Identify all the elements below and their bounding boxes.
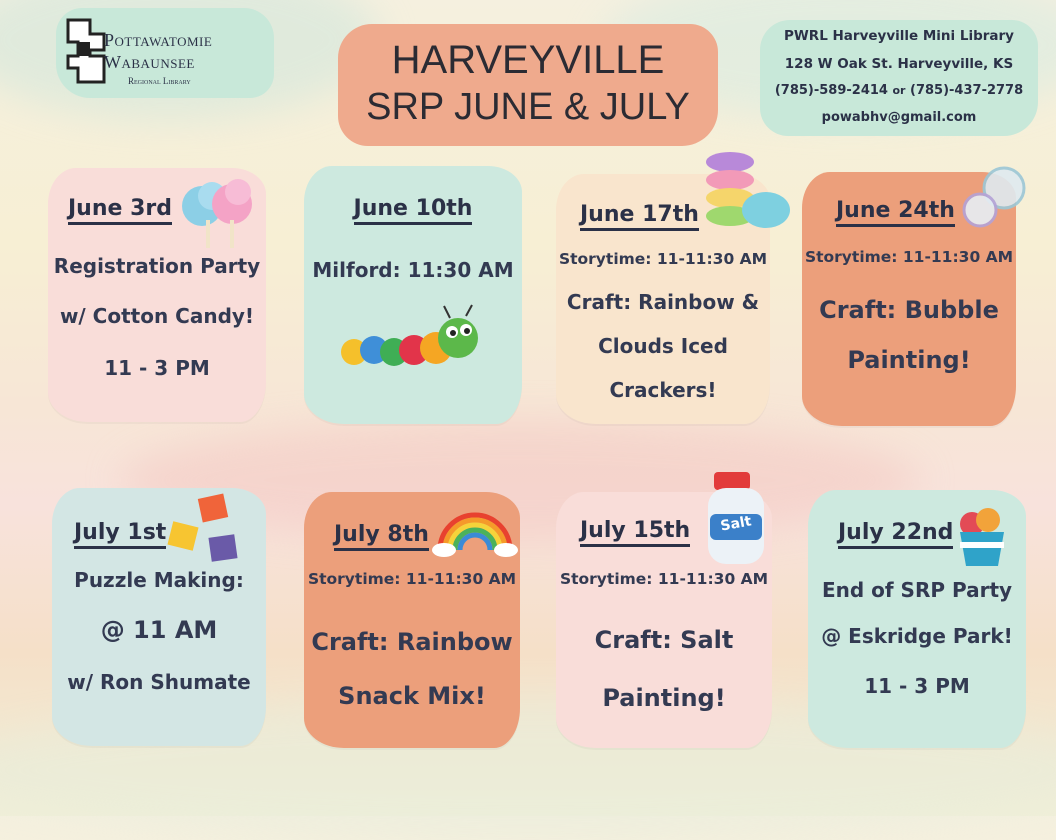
event-line: w/ Ron Shumate [67, 670, 251, 694]
contact-card [760, 20, 1038, 136]
shaved-ice-icon [954, 506, 1010, 570]
event-line: w/ Cotton Candy! [59, 304, 255, 328]
event-date: June 17th [580, 202, 699, 231]
macarons-icon [704, 148, 794, 244]
event-line: Clouds Iced [598, 334, 728, 358]
event-date: July 8th [334, 522, 429, 551]
event-line: Snack Mix! [338, 682, 486, 710]
event-line: Storytime: 11-11:30 AM [307, 570, 517, 588]
event-line: Storytime: 11-11:30 AM [804, 248, 1014, 266]
event-card-july-1 [52, 488, 266, 746]
event-card-june-3 [48, 168, 266, 422]
event-line: End of SRP Party [821, 578, 1013, 602]
event-card-july-22 [808, 490, 1026, 748]
event-line: Storytime: 11-11:30 AM [559, 570, 769, 588]
cotton-candy-icon [176, 176, 260, 250]
event-card-july-15 [556, 492, 772, 748]
event-line: Puzzle Making: [74, 568, 244, 592]
event-date: July 1st [74, 520, 166, 549]
title-card [338, 24, 718, 146]
caterpillar-icon [332, 304, 492, 384]
event-line: Milford: 11:30 AM [312, 258, 514, 282]
event-date: July 15th [580, 518, 690, 547]
event-date: June 3rd [68, 196, 172, 225]
event-date: June 10th [354, 196, 473, 225]
event-line: Registration Party [53, 254, 261, 278]
event-date: June 24th [836, 198, 955, 227]
event-card-june-24 [802, 172, 1016, 426]
event-line: Craft: Rainbow [311, 628, 513, 656]
page-title-line-1: HARVEYVILLE [391, 38, 665, 82]
event-card-june-10 [304, 166, 522, 424]
event-line: Craft: Rainbow & [566, 290, 760, 314]
library-logo [56, 8, 274, 98]
phone-or: or [892, 84, 906, 97]
event-line: 11 - 3 PM [104, 356, 210, 380]
event-line: 11 - 3 PM [864, 674, 970, 698]
event-card-july-8 [304, 492, 520, 748]
library-name: PWRL Harveyville Mini Library [784, 28, 1014, 44]
event-line: Painting! [847, 346, 971, 374]
bubbles-icon [960, 164, 1030, 234]
event-line: @ Eskridge Park! [821, 624, 1013, 648]
event-line: @ 11 AM [100, 616, 218, 644]
event-line: Craft: Salt [594, 626, 734, 654]
event-line: Craft: Bubble [819, 296, 999, 324]
phone-number[interactable]: (785)-589-2414 [774, 83, 888, 98]
event-card-june-17 [556, 174, 770, 424]
event-line: Crackers! [609, 378, 717, 402]
rainbow-icon [432, 502, 518, 558]
puzzle-pieces-icon [164, 492, 250, 574]
salt-label: Salt [719, 513, 753, 535]
event-line: Storytime: 11-11:30 AM [558, 250, 768, 268]
logo-line-1: Pottawatomie [104, 30, 213, 50]
phone-number[interactable]: (785)-437-2778 [910, 83, 1024, 98]
library-address: 128 W Oak St. Harveyville, KS [784, 56, 1014, 72]
library-email[interactable]: powabhv@gmail.com [821, 110, 977, 125]
page-title-line-2: SRP JUNE & JULY [366, 86, 690, 128]
logo-line-3: Regional Library [128, 76, 191, 86]
library-phones [760, 83, 1038, 98]
logo-line-2: Wabaunsee [104, 52, 195, 72]
event-line: Painting! [602, 684, 726, 712]
event-date: July 22nd [838, 520, 953, 549]
